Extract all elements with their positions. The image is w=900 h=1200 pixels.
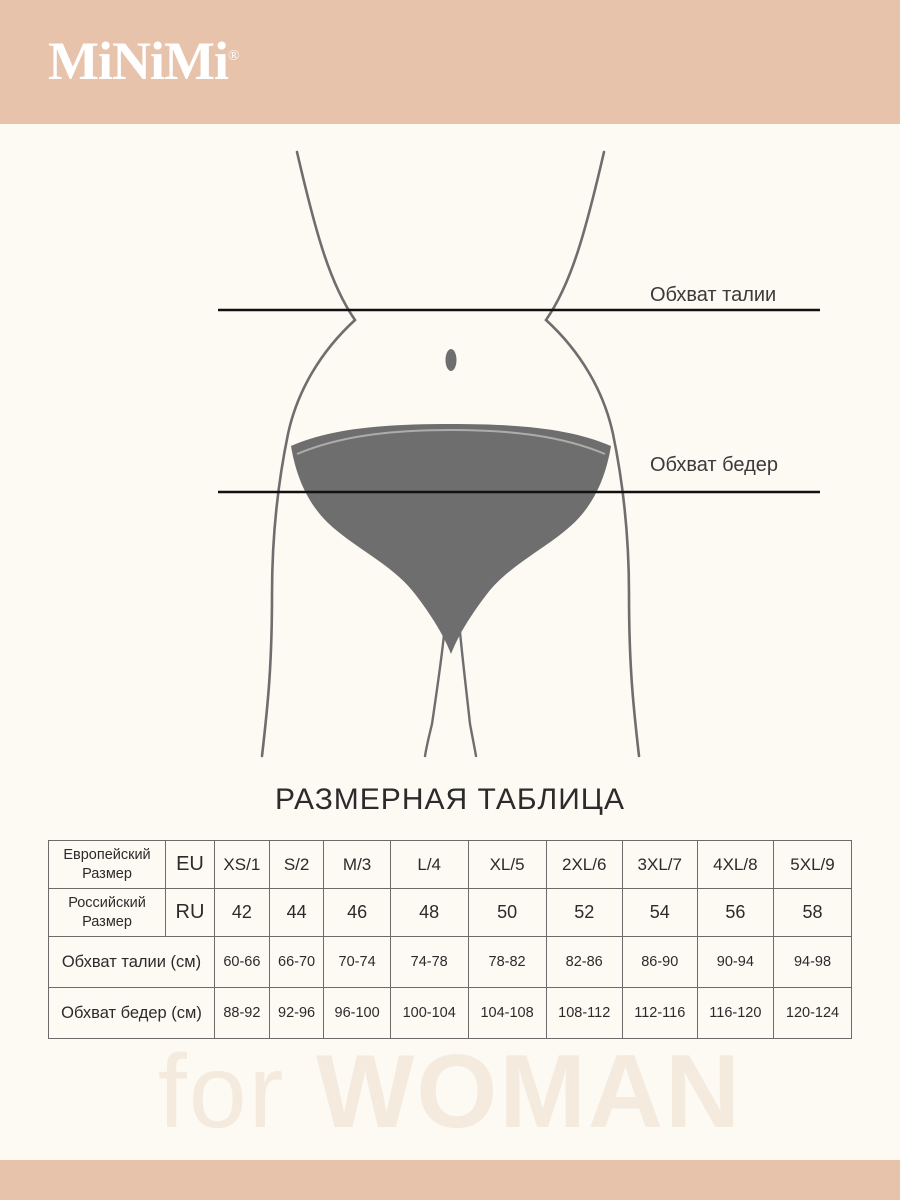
cell-hips-5: 104-108 bbox=[468, 988, 546, 1039]
cell-ru-2: 44 bbox=[269, 889, 324, 937]
waist-measure-label: Обхват талии bbox=[650, 284, 777, 306]
cell-eu-2: S/2 bbox=[269, 841, 324, 889]
row-code-eu: EU bbox=[166, 841, 215, 889]
cell-ru-6: 52 bbox=[546, 889, 622, 937]
cell-eu-8: 4XL/8 bbox=[697, 841, 773, 889]
cell-eu-9: 5XL/9 bbox=[774, 841, 852, 889]
row-header-eu-line2: Размер bbox=[82, 865, 132, 882]
size-table-container bbox=[48, 840, 852, 1039]
row-header-ru-line2: Размер bbox=[82, 913, 132, 930]
hips-measure-label: Обхват бедер bbox=[650, 454, 778, 476]
cell-ru-1: 42 bbox=[215, 889, 270, 937]
registered-mark: ® bbox=[227, 48, 239, 64]
body-illustration bbox=[0, 124, 900, 774]
cell-ru-7: 54 bbox=[622, 889, 697, 937]
cell-waist-8: 90-94 bbox=[697, 937, 773, 988]
row-header-ru bbox=[49, 889, 166, 937]
cell-ru-5: 50 bbox=[468, 889, 546, 937]
table-row bbox=[49, 841, 852, 889]
cell-eu-1: XS/1 bbox=[215, 841, 270, 889]
cell-eu-3: M/3 bbox=[324, 841, 390, 889]
cell-hips-4: 100-104 bbox=[390, 988, 468, 1039]
table-row bbox=[49, 988, 852, 1039]
watermark-text bbox=[0, 1034, 900, 1150]
cell-ru-9: 58 bbox=[774, 889, 852, 937]
cell-ru-3: 46 bbox=[324, 889, 390, 937]
cell-ru-8: 56 bbox=[697, 889, 773, 937]
cell-hips-9: 120-124 bbox=[774, 988, 852, 1039]
size-table bbox=[48, 840, 852, 1039]
cell-eu-6: 2XL/6 bbox=[546, 841, 622, 889]
brand-name: MiNiMi bbox=[48, 31, 228, 91]
cell-hips-3: 96-100 bbox=[324, 988, 390, 1039]
cell-eu-4: L/4 bbox=[390, 841, 468, 889]
navel bbox=[446, 349, 457, 371]
row-header-eu-line1: Европейский bbox=[63, 847, 151, 864]
cell-waist-2: 66-70 bbox=[269, 937, 324, 988]
cell-waist-5: 78-82 bbox=[468, 937, 546, 988]
brand-logo bbox=[48, 31, 239, 91]
row-header-waist: Обхват талии (см) bbox=[49, 937, 215, 988]
cell-waist-7: 86-90 bbox=[622, 937, 697, 988]
cell-waist-6: 82-86 bbox=[546, 937, 622, 988]
cell-hips-6: 108-112 bbox=[546, 988, 622, 1039]
cell-hips-1: 88-92 bbox=[215, 988, 270, 1039]
footer-band bbox=[0, 1160, 900, 1200]
cell-hips-2: 92-96 bbox=[269, 988, 324, 1039]
cell-hips-7: 112-116 bbox=[622, 988, 697, 1039]
table-row bbox=[49, 889, 852, 937]
row-header-eu bbox=[49, 841, 166, 889]
row-header-ru-line1: Российский bbox=[68, 895, 146, 912]
row-code-ru: RU bbox=[166, 889, 215, 937]
watermark-word: WOMAN bbox=[316, 1034, 743, 1150]
cell-eu-7: 3XL/7 bbox=[622, 841, 697, 889]
table-row bbox=[49, 937, 852, 988]
cell-waist-3: 70-74 bbox=[324, 937, 390, 988]
cell-eu-5: XL/5 bbox=[468, 841, 546, 889]
figure-svg bbox=[0, 124, 900, 774]
cell-hips-8: 116-120 bbox=[697, 988, 773, 1039]
page-title: РАЗМЕРНАЯ ТАБЛИЦА bbox=[275, 783, 625, 816]
row-header-hips: Обхват бедер (см) bbox=[49, 988, 215, 1039]
garment-shape bbox=[291, 424, 611, 654]
cell-waist-4: 74-78 bbox=[390, 937, 468, 988]
watermark-prefix: for bbox=[157, 1034, 317, 1150]
cell-ru-4: 48 bbox=[390, 889, 468, 937]
cell-waist-9: 94-98 bbox=[774, 937, 852, 988]
cell-waist-1: 60-66 bbox=[215, 937, 270, 988]
